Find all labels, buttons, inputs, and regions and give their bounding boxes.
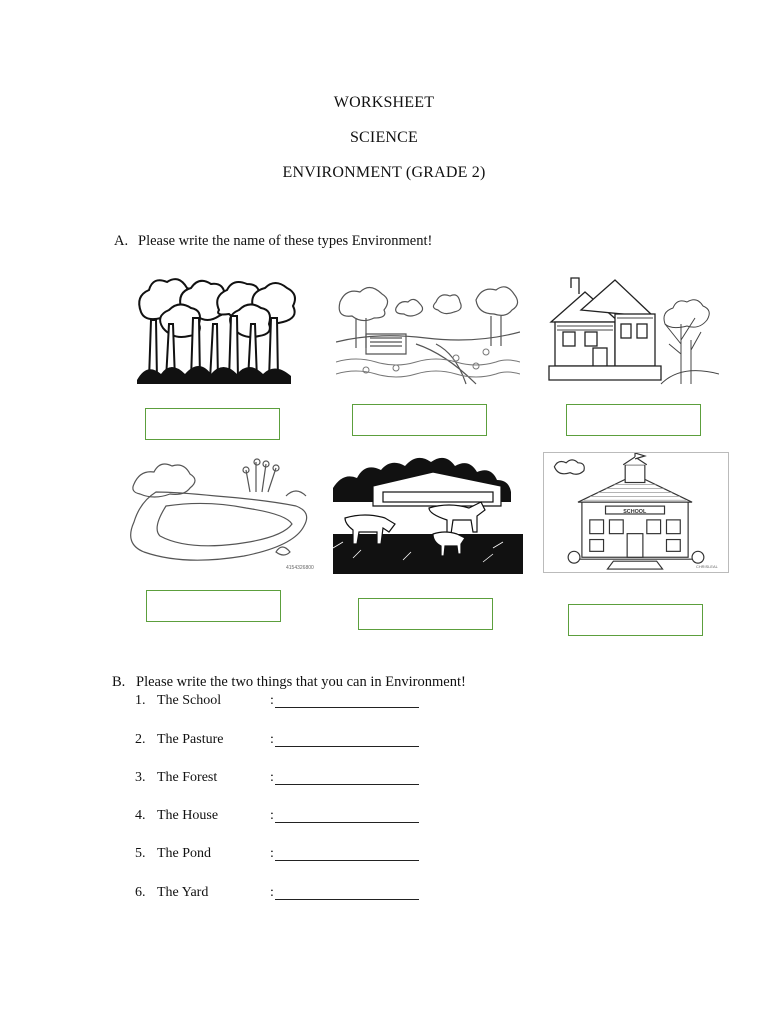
school-picture [543, 452, 729, 573]
question-colon: : [270, 885, 274, 900]
answer-line[interactable] [275, 860, 419, 861]
house-picture [541, 274, 719, 388]
question-row [135, 732, 455, 750]
section-b-letter: B. [112, 674, 126, 690]
answer-box-pasture[interactable] [358, 598, 493, 630]
worksheet-title: WORKSHEET [333, 94, 435, 111]
question-label: The Pasture [157, 732, 224, 747]
question-label: The Forest [157, 770, 218, 785]
question-number: 6. [135, 885, 146, 900]
house-illustration [541, 274, 719, 388]
section-a-letter: A. [114, 233, 129, 249]
answer-box-yard[interactable] [352, 404, 487, 436]
school-illustration [544, 453, 728, 572]
answer-line[interactable] [275, 746, 419, 747]
forest-illustration [133, 272, 301, 388]
question-row [135, 770, 455, 788]
question-label: The Pond [157, 846, 212, 861]
question-colon: : [270, 808, 274, 823]
pasture-picture [333, 448, 523, 574]
section-a-heading [114, 233, 432, 250]
question-number: 1. [135, 693, 146, 708]
topic-title: ENVIRONMENT (GRADE 2) [282, 164, 486, 181]
question-number: 5. [135, 846, 146, 861]
answer-box-school[interactable] [568, 604, 703, 636]
question-number: 4. [135, 808, 146, 823]
pond-illustration [126, 452, 316, 572]
question-colon: : [270, 693, 274, 708]
question-row [135, 846, 455, 864]
pond-stock-id: 4154326800 [286, 565, 314, 571]
question-row [135, 808, 455, 826]
answer-box-pond[interactable] [146, 590, 281, 622]
question-colon: : [270, 846, 274, 861]
subject-title: SCIENCE [349, 129, 419, 146]
pasture-illustration [333, 448, 523, 574]
answer-line[interactable] [275, 899, 419, 900]
question-label: The Yard [157, 885, 209, 900]
section-b-instruction: Please write the two things that you can in Environment! [136, 674, 466, 690]
question-number: 2. [135, 732, 146, 747]
question-row [135, 885, 455, 903]
answer-line[interactable] [275, 784, 419, 785]
pond-picture [126, 452, 316, 572]
section-b-heading [112, 674, 466, 691]
school-sign-text: SCHOOL [623, 508, 647, 515]
question-label: The School [157, 693, 222, 708]
question-row [135, 693, 455, 711]
question-number: 3. [135, 770, 146, 785]
answer-line[interactable] [275, 822, 419, 823]
answer-box-forest[interactable] [145, 408, 280, 440]
section-a-instruction: Please write the name of these types Environment! [138, 233, 433, 249]
answer-box-house[interactable] [566, 404, 701, 436]
answer-line[interactable] [275, 707, 419, 708]
question-colon: : [270, 770, 274, 785]
yard-picture [336, 272, 520, 386]
question-colon: : [270, 732, 274, 747]
school-credit: CHRISLEAL [695, 564, 718, 570]
yard-illustration [336, 272, 520, 386]
question-label: The House [157, 808, 219, 823]
forest-picture [133, 272, 301, 388]
